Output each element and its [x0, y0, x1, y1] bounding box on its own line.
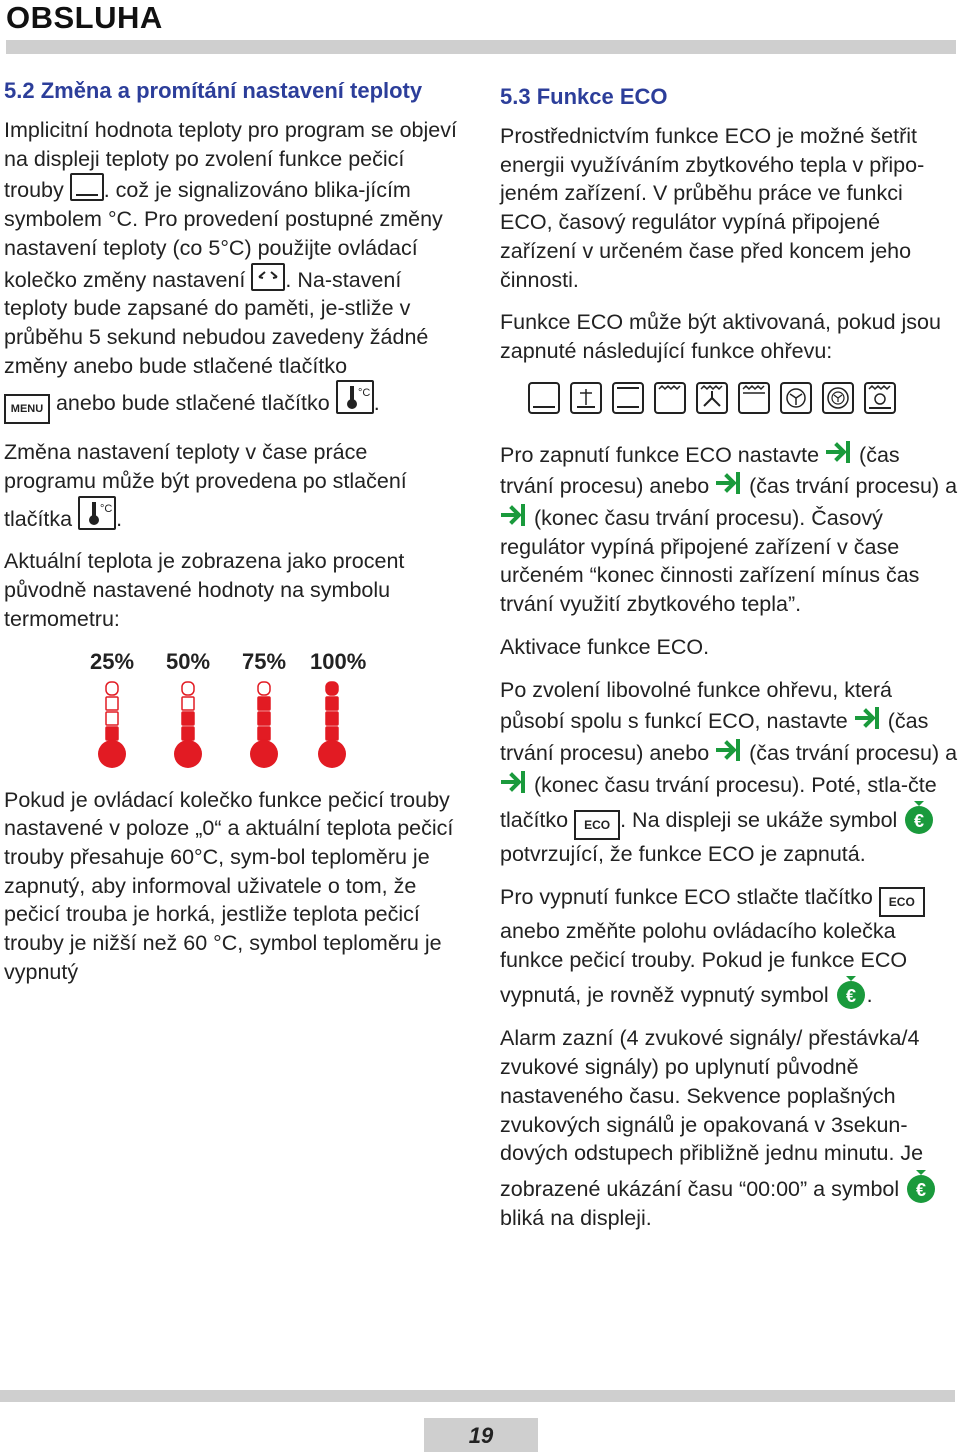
paragraph-eco-disable: [500, 883, 958, 1010]
paragraph-thermometer-intro: Aktuální teplota je zobrazena jako procent původně nastavené hodnoty na symbolu termometru:: [4, 549, 405, 631]
section-heading-5-3: 5.3 Funkce ECO: [500, 84, 668, 109]
text: (čas trvání procesu) anebo: [500, 709, 929, 765]
duration-arrow-icon: [825, 438, 853, 466]
duration-arrow-icon: [715, 736, 743, 764]
svg-text:°C: °C: [357, 387, 371, 400]
text: . což je signalizováno blika-jícím symbolem °C. Pro provedení postupné změny nastavení teploty (co 5°C) použijte ovládací kolečko změny nastavení: [4, 178, 443, 292]
text: (čas trvání procesu) a: [743, 740, 958, 765]
page-number: 19: [468, 1423, 494, 1448]
defrost-icon: [568, 380, 604, 416]
svg-text:€: €: [914, 811, 925, 832]
adjust-knob-icon: [251, 263, 285, 291]
fan-grill-icon: [694, 380, 730, 416]
svg-text:€: €: [845, 986, 856, 1007]
heating-functions-icons: [526, 380, 958, 416]
thermometer-icon: [312, 678, 352, 770]
eco-euro-icon: [835, 974, 867, 1010]
text: .: [866, 983, 873, 1008]
page-header-title: OBSLUHA: [6, 0, 163, 35]
text: Po zvolení libovolné funkce ohřevu, která působí spolu s funkcí ECO, nastavte: [500, 677, 893, 734]
grill-icon: [652, 380, 688, 416]
paragraph-eco-activation-title: Aktivace funkce ECO.: [500, 634, 710, 659]
top-bottom-heat-icon: [610, 380, 646, 416]
text: .: [116, 506, 123, 531]
thermometer-scale: [4, 648, 462, 768]
text: anebo změňte polohu ovládacího kolečka funkce pečicí trouby. Pokud je funkce ECO vypnutá, je rovněž vypnutý symbol: [500, 919, 908, 1008]
thermometer-label: 25%: [90, 648, 135, 674]
footer-rule: [0, 1390, 955, 1402]
eco-button-icon: ECO: [879, 887, 925, 917]
text: bliká na displeji.: [500, 1205, 652, 1230]
double-grill-icon: [736, 380, 772, 416]
temperature-button-icon: [336, 380, 374, 414]
text: . Na-stavení teploty bude zapsané do paměti, je-stliže v průběhu 5 sekund nebudou zavedeny žádné změny anebo bude stlačené tlačítko: [4, 267, 429, 378]
right-column: [500, 82, 958, 1247]
left-column: [4, 76, 462, 1000]
paragraph-eco-enable: [500, 438, 958, 619]
duration-arrow-icon: [854, 704, 882, 732]
oven-function-icon: [70, 173, 104, 201]
paragraph-default-temperature: [4, 116, 462, 424]
bottom-heat-icon: [526, 380, 562, 416]
paragraph-eco-activation: [500, 676, 958, 870]
text: Implicitní hodnota teploty pro program se objeví na displeji teploty po zvolení funkce pečicí trouby: [4, 118, 457, 203]
svg-text:°C: °C: [100, 502, 113, 515]
eco-button-icon: ECO: [574, 810, 620, 840]
header-rule: [6, 40, 956, 54]
paragraph-eco-intro: Prostřednictvím funkce ECO je možné šetřit energii využíváním zbytkového tepla v připo-jeném zařízení. V průběhu práce ve funkci ECO, časový regulátor vypíná připojené zařízení v určeném čase před koncem jeho činnosti.: [500, 124, 925, 292]
page-number-box: [424, 1418, 538, 1452]
thermometer-label: 50%: [166, 648, 211, 674]
text: (čas trvání procesu) a: [743, 474, 958, 499]
text: Pro vypnutí funkce ECO stlačte tlačítko: [500, 885, 879, 910]
svg-text:€: €: [916, 1179, 927, 1200]
eco-euro-icon: [905, 1168, 937, 1204]
eco-euro-icon: [903, 799, 935, 835]
paragraph-eco-conditions: Funkce ECO může být aktivovaná, pokud jsou zapnuté následující funkce ohřevu:: [500, 310, 941, 363]
thermometer-label: 100%: [310, 648, 367, 674]
menu-button-icon: MENU: [4, 394, 50, 424]
fan-top-bottom-icon: [862, 380, 898, 416]
text: Změna nastavení teploty v čase práce programu může být provedena po stlačení tlačítka: [4, 440, 407, 531]
section-heading-5-2: 5.2 Změna a promítání nastavení teploty: [4, 78, 423, 103]
end-time-arrow-icon: [500, 768, 528, 796]
fan-ring-icon: [820, 380, 856, 416]
temperature-button-icon: [78, 496, 116, 530]
fan-icon: [778, 380, 814, 416]
text: potvrzující, že funkce ECO je zapnutá.: [500, 842, 866, 867]
text: Pro zapnutí funkce ECO nastavte: [500, 442, 826, 467]
text: .: [373, 391, 380, 416]
text: (konec času trvání procesu). Časový regulátor vypíná připojené zařízení v čase určeném “konec činnosti zařízení mínus čas trvání využití zbytkového tepla”.: [500, 506, 920, 617]
text: (konec času trvání procesu). Poté, stla-čte tlačítko: [500, 772, 937, 833]
text: Alarm zazní (4 zvukové signály/ přestávka/4 zvukové signály) po uplynutí původně nastaveného času. Sekvence poplašných zvukových signálů je opakovaná v 3sekun-dových odstupech přibližně jednu minutu. Je zobrazené ukázání času “00:00” a symbol: [500, 1026, 924, 1201]
paragraph-thermometer-symbol: Pokud je ovládací kolečko funkce pečicí trouby nastavené v poloze „0“ a aktuální teplota pečicí trouby přesahuje 60°C, sym-bol teploměru je zapnutý, aby informoval uživatele o tom, že pečicí trouba je horká, jestliže teplota pečicí trouby je nižší než 60 °C, symbol teploměru je vypnutý: [4, 787, 454, 984]
thermometer-label: 75%: [242, 648, 287, 674]
text: (čas trvání procesu) anebo: [500, 442, 900, 499]
duration-arrow-icon: [715, 469, 743, 497]
thermometer-icon: [168, 678, 208, 770]
thermometer-icon: [92, 678, 132, 770]
thermometer-icon: [244, 678, 284, 770]
text: anebo bude stlačené tlačítko: [50, 391, 336, 416]
text: . Na displeji se ukáže symbol: [620, 808, 904, 833]
paragraph-alarm: [500, 1024, 958, 1232]
paragraph-change-during-program: [4, 438, 462, 533]
end-time-arrow-icon: [500, 501, 528, 529]
